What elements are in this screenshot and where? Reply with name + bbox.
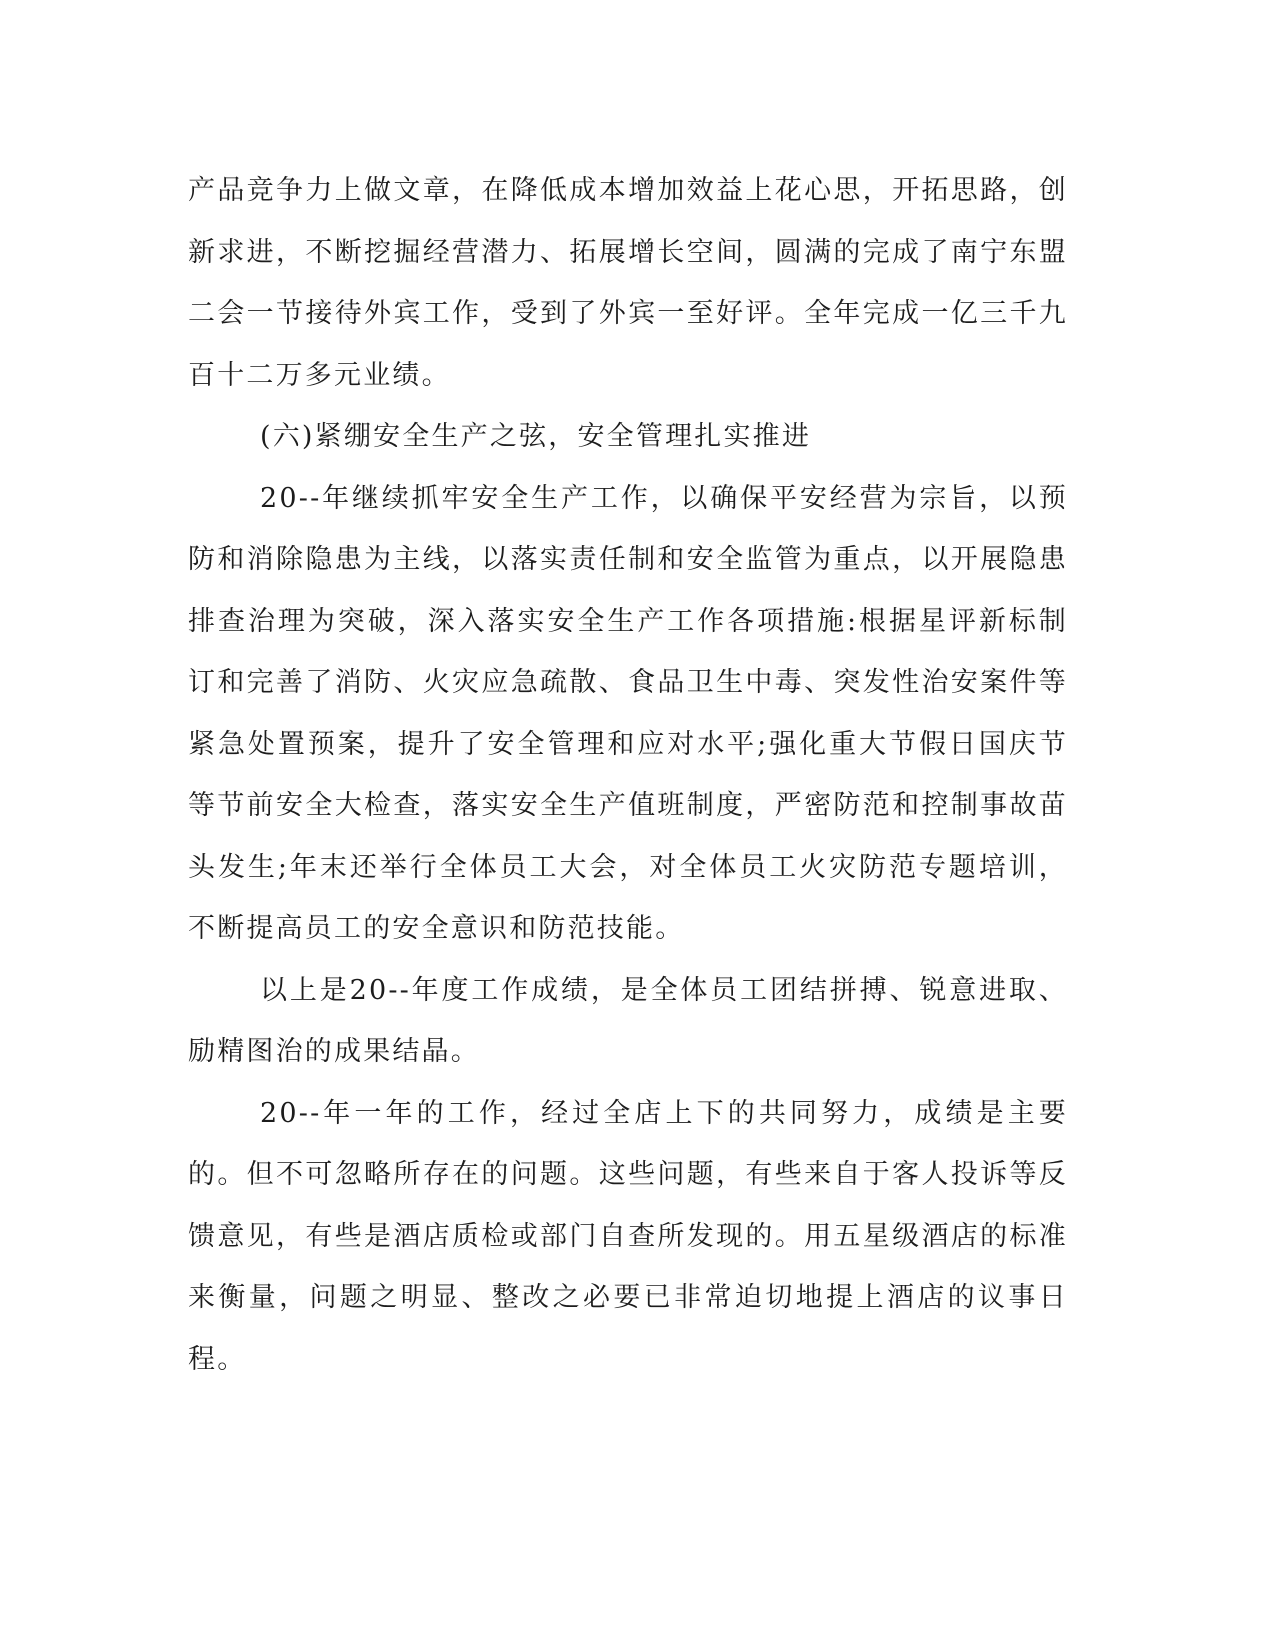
section-heading: (六)紧绷安全生产之弦，安全管理扎实推进	[260, 421, 812, 452]
body-text	[188, 160, 1068, 1390]
paragraph-continuation: 产品竞争力上做文章，在降低成本增加效益上花心思，开拓思路，创新求进，不断挖掘经营潜力、拓展增长空间，圆满的完成了南宁东盟二会一节接待外宾工作，受到了外宾一至好评。全年完成一亿三千九百十二万多元业绩。	[188, 175, 1068, 391]
paragraph-problems: 20--年一年的工作，经过全店上下的共同努力，成绩是主要的。但不可忽略所存在的问题。这些问题，有些来自于客人投诉等反馈意见，有些是酒店质检或部门自查所发现的。用五星级酒店的标准来衡量，问题之明显、整改之必要已非常迫切地提上酒店的议事日程。	[188, 1097, 1068, 1375]
paragraph-safety: 20--年继续抓牢安全生产工作，以确保平安经营为宗旨，以预防和消除隐患为主线，以落实责任制和安全监管为重点，以开展隐患排查治理为突破，深入落实安全生产工作各项措施:根据星评新标制订和完善了消防、火灾应急疏散、食品卫生中毒、突发性治安案件等紧急处置预案，提升了安全管理和应对水平;强化重大节假日国庆节等节前安全大检查，落实安全生产值班制度，严密防范和控制事故苗头发生;年末还举行全体员工大会，对全体员工火灾防范专题培训，不断提高员工的安全意识和防范技能。	[188, 482, 1068, 944]
paragraph-summary: 以上是20--年度工作成绩，是全体员工团结拼搏、锐意进取、励精图治的成果结晶。	[188, 974, 1068, 1067]
